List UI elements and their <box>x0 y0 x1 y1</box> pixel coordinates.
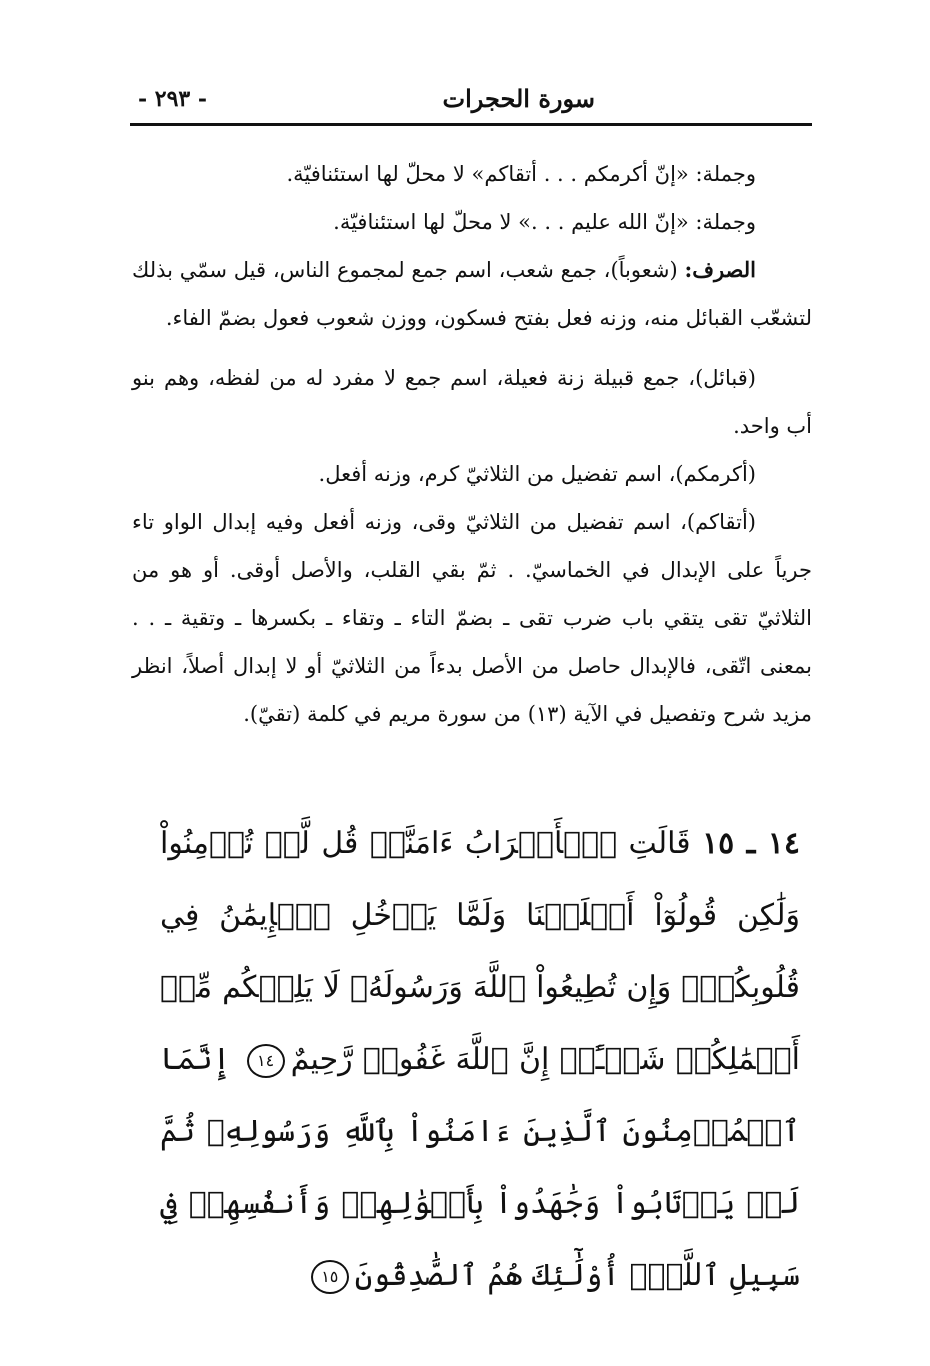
paragraph-atqakum: (أتقاكم)، اسم تفضيل من الثلاثيّ وقى، وزنه أفعل وفيه إبدال الواو تاء جرياً على الإبدال في الخماسيّ. . ثمّ بقي القلب، والأصل أوقى. أو هو من الثلاثيّ تقى يتقي باب ضرب تقى ـ بضمّ التاء ـ وتقاء ـ بكسرها ـ وتقية ـ . . بمعنى اتّقى، فالإبدال حاصل من الأصل بدءاً من الثلاثيّ أو لا إبدال أصلاً، انظر مزيد شرح وتفصيل في الآية (١٣) من سورة مريم في كلمة (تقيّ). <box>132 510 812 726</box>
verse-text-part-1: قَالَتِ ٱلۡأَعۡرَابُ ءَامَنَّاۖ قُل لَّمۡ تُؤۡمِنُواْ وَلَٰكِن قُولُوٓاْ أَسۡلَمۡنَا وَلَمَّا يَدۡخُلِ ٱلۡإِيمَٰنُ فِي قُلُوبِكُمۡۖ وَإِن تُطِيعُواْ ٱللَّهَ وَرَسُولَهُۥ لَا يَلِتۡكُم مِّنۡ أَعۡمَٰلِكُمۡ شَيۡـًٔاۚ إِنَّ ٱللَّهَ غَفُورٞ رَّحِيمٌ <box>160 826 800 1077</box>
ayah-end-marker-14: ١٤ <box>247 1044 285 1078</box>
page-header <box>130 70 810 122</box>
morphology-text: (شعوباً)، جمع شعب، اسم جمع لمجموع الناس، قيل سمّي بذلك لتشعّب القبائل منه، وزنه فعل بفتح فسكون، ووزن شعوب فعول بضمّ الفاء. <box>132 258 812 330</box>
paragraph-sentence-2: وجملة: «إنّ الله عليم . . .» لا محلّ لها استئنافيّة. <box>333 210 756 234</box>
commentary-text <box>132 150 812 738</box>
paragraph-akramakum: (أكرمكم)، اسم تفضيل من الثلاثيّ كرم، وزنه أفعل. <box>318 462 756 486</box>
paragraph-morphology <box>132 246 812 342</box>
quran-verse-block <box>160 808 800 1312</box>
ayah-end-marker-15: ١٥ <box>311 1260 349 1294</box>
paragraph-qabail: (قبائل)، جمع قبيلة زنة فعيلة، اسم جمع لا مفرد له من لفظه، وهم بنو أب واحد. <box>132 366 812 438</box>
verse-text <box>160 808 800 1312</box>
header-divider <box>130 123 812 126</box>
morphology-label: الصرف: <box>684 257 756 282</box>
page-number: - ٢٩٣ - <box>138 86 208 112</box>
paragraph-sentence-1: وجملة: «إنّ أكرمكم . . . أتقاكم» لا محلّ لها استئنافيّة. <box>286 162 756 186</box>
surah-title: سورة الحجرات <box>442 84 595 113</box>
verse-text-part-2: إِنَّمَا ٱلۡمُؤۡمِنُونَ ٱلَّذِينَ ءَامَنُواْ بِٱللَّهِ وَرَسُولِهِۦ ثُمَّ لَمۡ يَرۡتَابُواْ وَجَٰهَدُواْ بِأَمۡوَٰلِهِمۡ وَأَنفُسِهِمۡ فِي سَبِيلِ ٱللَّهِۚ أُوْلَٰٓئِكَ هُمُ ٱلصَّٰدِقُونَ <box>160 1042 800 1293</box>
verse-number: ١٤ ـ ١٥ <box>702 826 801 861</box>
